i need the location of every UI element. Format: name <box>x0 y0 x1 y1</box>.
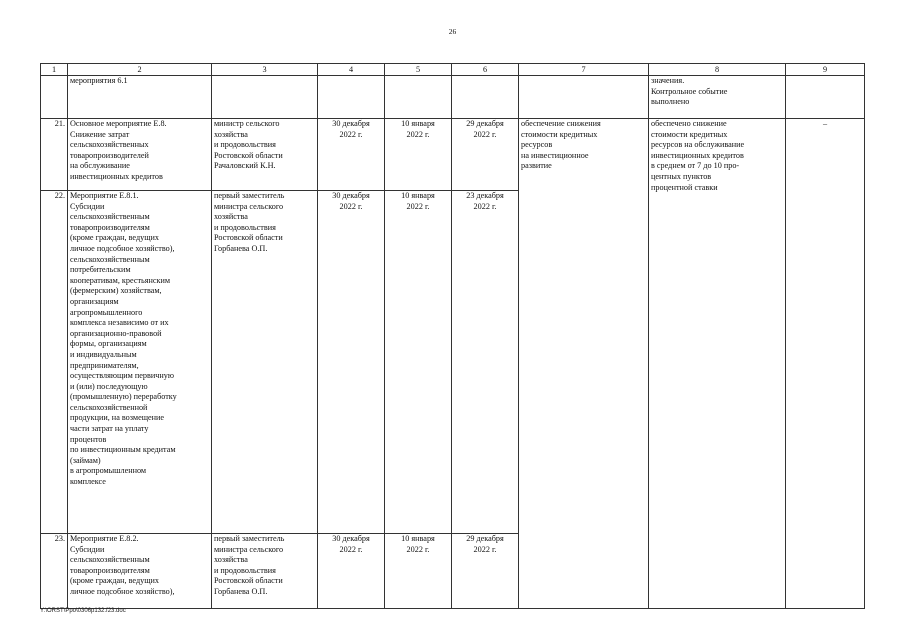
column-header: 3 <box>212 64 318 76</box>
column-header: 6 <box>452 64 519 76</box>
note-cell <box>786 76 865 119</box>
event-cell: Мероприятие Е.8.2. Субсидии сельскохозяйственным товаропроизводителям (кроме граждан, ведущих личное подсобное хозяйство), <box>68 534 212 609</box>
date-start-cell: 30 декабря 2022 г. <box>318 191 385 534</box>
date-fact-cell: 29 декабря 2022 г. <box>452 119 519 191</box>
column-header: 9 <box>786 64 865 76</box>
executor-cell: министр сельского хозяйства и продовольствия Ростовской области Рачаловский К.Н. <box>212 119 318 191</box>
row-number <box>41 76 68 119</box>
column-header: 7 <box>519 64 649 76</box>
date-fact-cell: 23 декабря 2022 г. <box>452 191 519 534</box>
table-row <box>41 119 865 191</box>
event-cell: Основное мероприятие Е.8. Снижение затрат сельскохозяйственных товаропроизводителей на обслуживание инвестиционных кредитов <box>68 119 212 191</box>
row-number: 21. <box>41 119 68 191</box>
page-number: 26 <box>448 27 457 36</box>
executor-cell <box>212 76 318 119</box>
date-plan-cell: 10 января 2022 г. <box>385 534 452 609</box>
date-plan-cell: 10 января 2022 г. <box>385 191 452 534</box>
event-cell: Мероприятие Е.8.1. Субсидии сельскохозяйственным товаропроизводителям (кроме граждан, ведущих личное подсобное хозяйство), сельскохозяйственным потребительским кооперативам, крестьянским (фермерским) хозяйствам, организациям агропромышленного комплекса независимо от их организационно-правовой формы, организациям и индивидуальным предпринимателям, осуществляющим первичную и (или) последующую (промышленную) переработку сельскохозяйственной продукции, на возмещение части затрат на уплату процентов по инвестиционным кредитам (займам) в агропромышленном комплексе <box>68 191 212 534</box>
result-plan-cell <box>519 76 649 119</box>
date-plan-cell: 10 января 2022 г. <box>385 119 452 191</box>
event-cell: мероприятия 6.1 <box>68 76 212 119</box>
row-number: 22. <box>41 191 68 534</box>
executor-cell: первый заместитель министра сельского хозяйства и продовольствия Ростовской области Горбанева О.П. <box>212 534 318 609</box>
column-number-row <box>41 64 865 76</box>
date-start-cell: 30 декабря 2022 г. <box>318 119 385 191</box>
date-fact-cell: 29 декабря 2022 г. <box>452 534 519 609</box>
column-header: 5 <box>385 64 452 76</box>
table-row <box>41 76 865 119</box>
executor-cell: первый заместитель министра сельского хозяйства и продовольствия Ростовской области Горбанева О.П. <box>212 191 318 534</box>
column-header: 8 <box>649 64 786 76</box>
result-fact-cell: обеспечено снижение стоимости кредитных ресурсов на обслуживание инвестиционных кредитов в среднем от 7 до 10 про- центных пунктов процентной ставки <box>649 119 786 609</box>
date-start-cell <box>318 76 385 119</box>
date-start-cell: 30 декабря 2022 г. <box>318 534 385 609</box>
note-cell: – <box>786 119 865 609</box>
result-plan-cell: обеспечение снижения стоимости кредитных ресурсов на инвестиционное развитие <box>519 119 649 609</box>
date-plan-cell <box>385 76 452 119</box>
result-fact-cell: значения. Контрольное событие выполнено <box>649 76 786 119</box>
date-fact-cell <box>452 76 519 119</box>
column-header: 1 <box>41 64 68 76</box>
file-path-footer: Y:\ORST\Ppo\0306p132.f23.doc <box>40 608 126 614</box>
column-header: 4 <box>318 64 385 76</box>
report-table <box>40 63 865 609</box>
column-header: 2 <box>68 64 212 76</box>
row-number: 23. <box>41 534 68 609</box>
